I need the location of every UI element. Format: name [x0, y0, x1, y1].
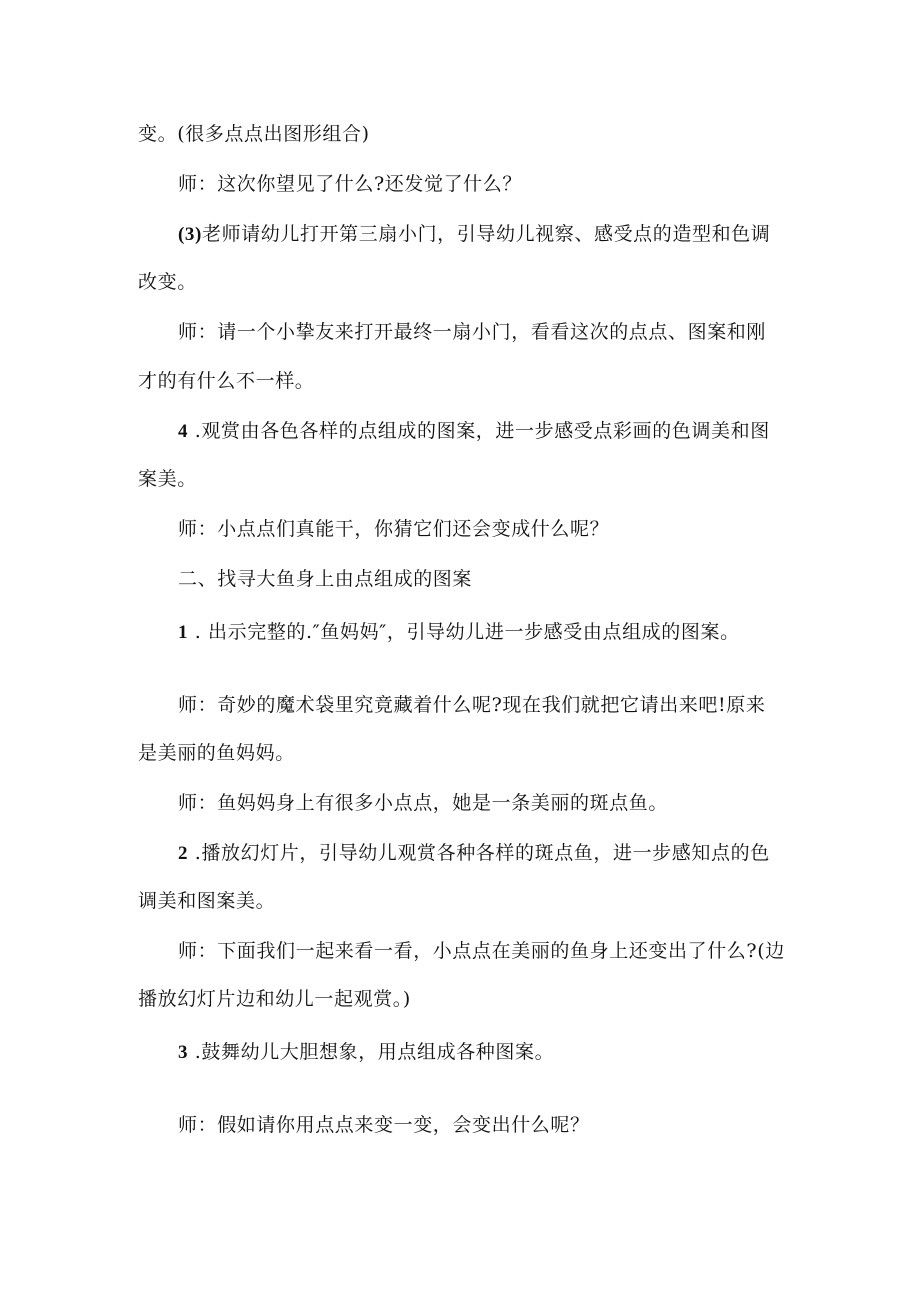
numbered-step-4 [178, 419, 770, 444]
paragraph-continuation [138, 741, 295, 765]
paragraph-text: 师：假如请你用点点来变一变，会变出什么呢？ [178, 1114, 590, 1136]
step-number: 3 [178, 1042, 189, 1063]
paragraph-text: 案美。 [138, 468, 197, 490]
paragraph-text: 改变。 [138, 271, 197, 293]
step-number: 2 [178, 843, 189, 864]
step-number: 1 [178, 622, 189, 643]
teacher-dialogue [178, 1113, 590, 1137]
paragraph-text: 师：小点点们真能干，你猜它们还会变成什么呢？ [178, 518, 610, 540]
paragraph-text: 师：奇妙的魔术袋里究竟藏着什么呢?现在我们就把它请出来吧!原来 [178, 694, 766, 716]
teacher-dialogue [178, 939, 785, 963]
paragraph-continuation [138, 270, 197, 294]
teacher-dialogue [178, 172, 522, 196]
step-number: 4 [178, 421, 189, 442]
paragraph-text: 才的有什么不一样。 [138, 370, 315, 392]
paragraph-continuation [138, 122, 370, 146]
numbered-step-3 [178, 222, 770, 247]
paragraph-text: .观赏由各色各样的点组成的图案，进一步感受点彩画的色调美和图 [188, 420, 770, 442]
paragraph-text: .鼓舞幼儿大胆想象，用点组成各种图案。 [188, 1041, 555, 1063]
teacher-dialogue [178, 517, 609, 541]
paragraph-continuation [138, 369, 314, 393]
paragraph-continuation [138, 987, 411, 1011]
teacher-dialogue [178, 320, 766, 344]
numbered-step-1 [178, 620, 740, 645]
teacher-dialogue [178, 693, 765, 717]
paragraph-text: 变。(很多点点出图形组合) [138, 123, 370, 145]
teacher-dialogue [178, 791, 668, 815]
paragraph-text: 调美和图案美。 [138, 890, 276, 912]
paragraph-text: 师：鱼妈妈身上有很多小点点，她是一条美丽的斑点鱼。 [178, 792, 669, 814]
step-number: (3) [178, 224, 202, 245]
paragraph-text: 师：下面我们一起来看一看，小点点在美丽的鱼身上还变出了什么?(边 [178, 940, 785, 962]
paragraph-text: 师：请一个小挚友来打开最终一扇小门，看看这次的点点、图案和刚 [178, 321, 767, 343]
paragraph-text: 是美丽的鱼妈妈。 [138, 742, 295, 764]
paragraph-text: 播放幻灯片边和幼儿一起观赏。) [138, 988, 411, 1010]
paragraph-text: .播放幻灯片，引导幼儿观赏各种各样的斑点鱼，进一步感知点的色 [188, 842, 770, 864]
paragraph-text: 二、找寻大鱼身上由点组成的图案 [178, 568, 473, 590]
paragraph-text: 老师请幼儿打开第三扇小门，引导幼儿视察、感受点的造型和色调 [201, 223, 771, 245]
numbered-step-2 [178, 841, 770, 866]
paragraph-text: . 出示完整的.″鱼妈妈″，引导幼儿进一步感受由点组成的图案。 [188, 621, 740, 643]
section-heading [178, 567, 472, 591]
paragraph-text: 师：这次你望见了什么?还发觉了什么？ [178, 173, 522, 195]
paragraph-continuation [138, 889, 275, 913]
numbered-step-3 [178, 1040, 554, 1065]
paragraph-continuation [138, 467, 197, 491]
